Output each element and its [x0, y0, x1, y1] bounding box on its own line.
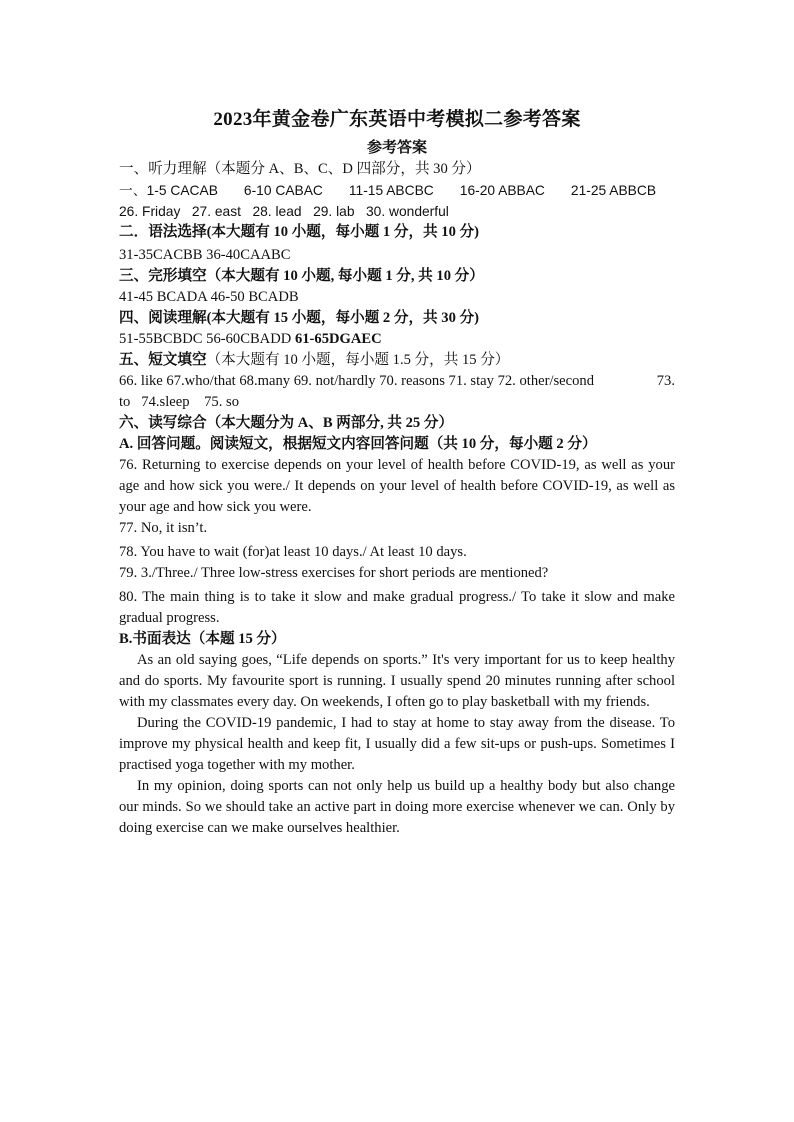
writing-heading: 六、读写综合（本大题分为 A、B 两部分, 共 25 分） — [119, 415, 454, 431]
listening-word-answer: 27. east — [191, 204, 241, 219]
listening-answers-row-1 — [119, 180, 675, 201]
part-b-heading: B.书面表达（本题 15 分） — [119, 631, 286, 647]
cloze-heading: 三、完形填空（本大题有 10 小题, 每小题 1 分, 共 10 分） — [119, 268, 484, 284]
listening-answers-row-2 — [119, 201, 675, 222]
listening-word-answer: 29. lab — [313, 204, 355, 219]
listening-heading: 一、听力理解（本题分 A、B、C、D 四部分，共 30 分） — [119, 161, 481, 177]
grammar-heading: 二．语法选择(本大题有 10 小题，每小题 1 分，共 10 分) — [119, 224, 479, 240]
listening-word-answer: 28. lead — [252, 204, 302, 219]
listening-row-prefix: 一、 — [119, 183, 147, 198]
reading-answers-plain: 51-55BCBDC 56-60CBADD — [119, 331, 295, 347]
grammar-answers: 31-35CACBB 36-40CAABC — [119, 247, 291, 263]
reading-answers-bold: 61-65DGAEC — [294, 331, 382, 347]
answer-78: 78. You have to wait (for)at least 10 days./ At least 10 days. — [119, 544, 467, 560]
part-a-heading: A. 回答问题。阅读短文，根据短文内容回答问题（共 10 分，每小题 2 分） — [119, 436, 597, 452]
listening-answer-group: 6-10 CABAC — [243, 183, 323, 198]
listening-answer-group: 21-25 ABBCB — [570, 183, 657, 198]
essay-paragraph-1: As an old saying goes, “Life depends on sports.” It's very important for us to keep healthy and do sports. My favourite sport is running. I usually spend 20 minutes running after school with my classmates every day. On weekends, I often go to play basketball with my friends. — [119, 652, 675, 710]
page-title: 2023年黄金卷广东英语中考模拟二参考答案 — [213, 109, 581, 130]
answer-76: 76. Returning to exercise depends on your level of health before COVID-19, as well as your age and how sick you were./ It depends on your level of health before COVID-19, as well as your age and how sick you were. — [119, 457, 675, 515]
answer-80: 80. The main thing is to take it slow and make gradual progress./ To take it slow and make gradual progress. — [119, 589, 675, 626]
listening-word-answer: 26. Friday — [119, 204, 181, 219]
listening-answer-group: 1-5 CACAB — [146, 183, 218, 198]
answer-79: 79. 3./Three./ Three low-stress exercises for short periods are mentioned? — [119, 565, 549, 581]
answer-77: 77. No, it isn’t. — [119, 520, 208, 536]
answer-key-page — [119, 104, 675, 839]
reading-answers — [119, 329, 675, 350]
listening-word-answer: 30. wonderful — [366, 204, 449, 219]
fill-answers-line-2: to 74.sleep 75. so — [119, 394, 239, 410]
fill-answers-trailing: 73. — [656, 373, 675, 389]
fill-heading-title: 五、短文填空 — [119, 352, 207, 368]
listening-answer-group: 16-20 ABBAC — [459, 183, 545, 198]
essay-paragraph-2: During the COVID-19 pandemic, I had to stay at home to stay away from the disease. To improve my physical health and keep fit, I usually did a few sit-ups or push-ups. Sometimes I practised yoga together with my mother. — [119, 715, 675, 773]
fill-answers-line-1 — [119, 371, 675, 392]
page-subtitle: 参考答案 — [366, 140, 427, 156]
cloze-answers: 41-45 BCADA 46-50 BCADB — [119, 289, 299, 305]
reading-heading: 四、阅读理解(本大题有 15 小题，每小题 2 分，共 30 分) — [119, 310, 479, 326]
essay-paragraph-3: In my opinion, doing sports can not only help us build up a healthy body but also change our minds. So we should take an active part in doing more exercise whenever we can. Only by doing exercise can we make ourselves healthier. — [119, 778, 675, 836]
listening-answer-group: 11-15 ABCBC — [348, 183, 434, 198]
fill-answers-text: 66. like 67.who/that 68.many 69. not/hardly 70. reasons 71. stay 72. other/second — [119, 373, 595, 389]
fill-heading — [119, 350, 675, 371]
fill-heading-detail: （本大题有 10 小题，每小题 1.5 分，共 15 分） — [206, 352, 510, 368]
